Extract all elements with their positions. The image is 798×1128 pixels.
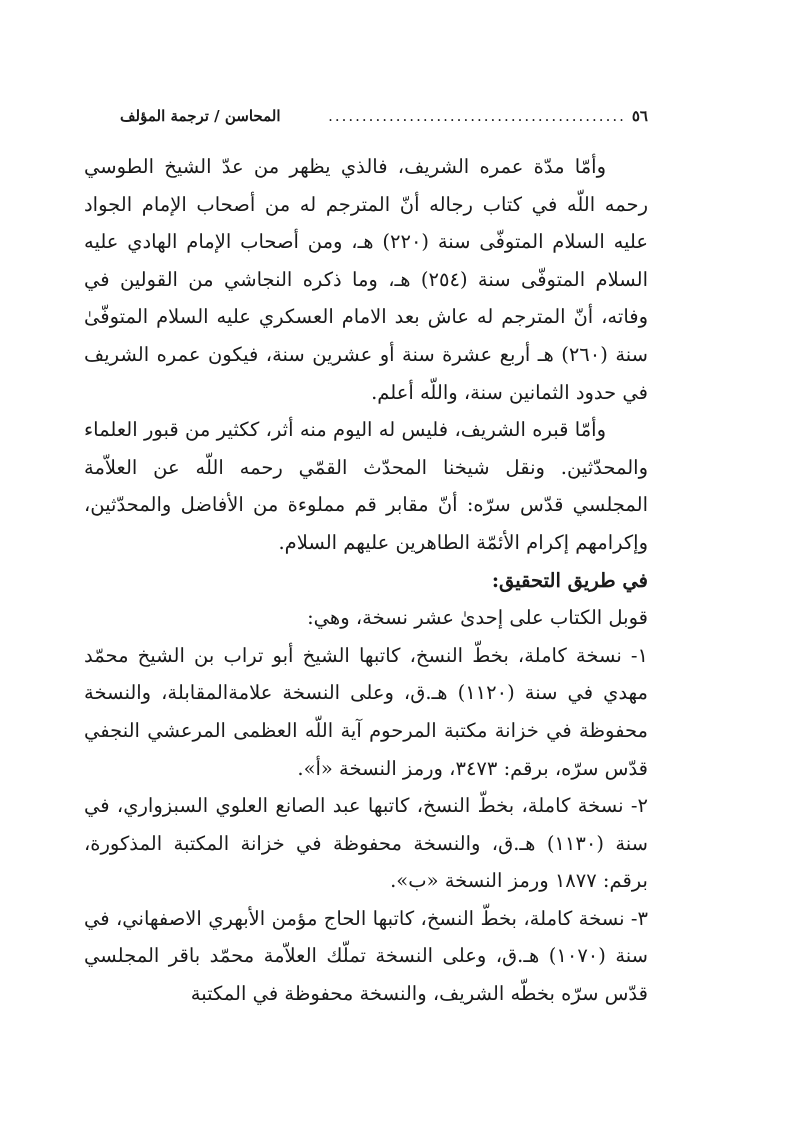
section-heading-verification: في طريق التحقيق: — [491, 568, 648, 592]
running-title: المحاسن / ترجمة المؤلف — [120, 107, 281, 125]
body-text — [84, 148, 648, 1013]
paragraph-manuscripts-intro: قوبل الكتاب على إحدىٰ عشر نسخة، وهي: — [307, 606, 648, 630]
leader-dots: ............................................ — [328, 107, 626, 125]
list-item-manuscript-3: ٣- نسخة كاملة، بخطّ النسخ، كاتبها الحاج مؤمن الأبهري الاصفهاني، في سنة (١٠٧٠) هـ.ق، وعلى النسخة تملّك العلاّمة محمّد باقر المجلسي قدّس سرّه بخطّه الشريف، والنسخة محفوظة في المكتبة — [84, 906, 649, 1006]
list-item-manuscript-2: ٢- نسخة كاملة، بخطّ النسخ، كاتبها عبد الصانع العلوي السبزواري، في سنة (١١٣٠) هـ.ق، والنسخة محفوظة في خزانة المكتبة المذكورة، برقم: ١٨٧٧ ورمز النسخة «ب». — [84, 794, 648, 893]
page-number: ٥٦ — [631, 107, 648, 125]
paragraph-grave: وأمّا قبره الشريف، فليس له اليوم منه أثر، ككثير من قبور العلماء والمحدّثين. ونقل شيخنا المحدّث القمّي رحمه اللّه عن العلاّمة المجلسي قدّس سرّه: أنّ مقابر قم مملوءة من الأفاضل والمحدّثين، وإكرامهم إكرام الأئمّة الطاهرين عليهم السلام. — [84, 418, 648, 554]
paragraph-lifespan: وأمّا مدّة عمره الشريف، فالذي يظهر من عدّ الشيخ الطوسي رحمه اللّه في كتاب رجاله أنّ المترجم له من أصحاب الإمام الجواد عليه السلام المتوفّى سنة (٢٢٠) هـ، ومن أصحاب الإمام الهادي عليه السلام المتوفّى سنة (٢٥٤) هـ، وما ذكره النجاشي من القولين في وفاته، أنّ المترجم له عاش بعد الامام العسكري عليه السلام المتوفّىٰ سنة (٢٦٠) هـ أربع عشرة سنة أو عشرين سنة، فيكون عمره الشريف في حدود الثمانين سنة، واللّه أعلم. — [84, 155, 649, 404]
list-item-manuscript-1: ١- نسخة كاملة، بخطّ النسخ، كاتبها الشيخ أبو تراب بن الشيخ محمّد مهدي في سنة (١١٢٠) هـ.ق، وعلى النسخة علامةالمقابلة، والنسخة محفوظة في خزانة مكتبة المرحوم آية اللّه العظمى المرعشي النجفي قدّس سرّه، برقم: ٣٤٧٣، ورمز النسخة «أ». — [84, 643, 648, 780]
running-head — [120, 100, 648, 132]
